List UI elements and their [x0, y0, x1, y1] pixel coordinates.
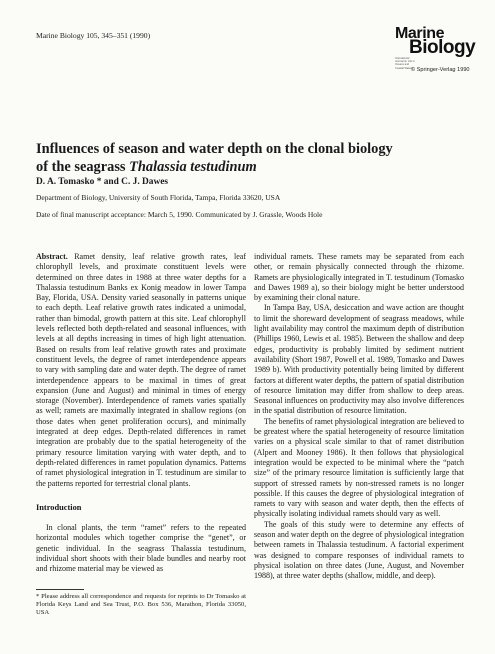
logo-line-2: Biology [409, 37, 476, 58]
authors: D. A. Tomasko * and C. J. Dawes [36, 177, 169, 187]
right-paragraph-2: In Tampa Bay, USA, desiccation and wave action are thought to limit the shoreward development of seagrass meadows, while light availability may control the maximum depth of distribution (Phillips 1960, Lewis et al. 1985). Between the shallow and deep edges, productivity is probably limited by sediment nutrient availability (Short 1987, Powell et al. 1989, Tomasko and Dawes 1989 b). With productivity potentially being limited by different factors at different water depths, the pattern of spatial distribution of resource limitation may differ from shallow to deep areas. Seasonal influences on productivity may also involve differences in the spatial distribution of resource limitation. [254, 303, 465, 416]
abstract-text: Ramet density, leaf relative growth rates, leaf chlorophyll levels, and proximate constituent levels were determined on three dates in 1988 at three water depths for a Thalassia testudinum Banks ex Konig meadow in lower Tampa Bay, Florida, USA. Density varied seasonally in patterns unique to each depth. Leaf relative growth rates indicated a unimodal, rather than bimodal, growth pattern at this site. Leaf chlorophyll levels reflected both depth-related and seasonal influences, with levels at all depths increasing in times of high light attenuation. Based on results from leaf relative growth rates and proximate constituent levels, the degree of ramet interdependence appears to vary with sampling date and water depth. The degree of ramet interdependence appears to be maximal in times of great expansion (June and August) and minimal in times of energy storage (November). Interdependence of ramets varies spatially as well; ramets are maximally integrated in shallow regions (on those dates when genet proliferation occurs), and minimally integrated at deep edges. Depth-related differences in ramet integration are probably due to the spatial heterogeneity of the primary resource limitation varying with water depth, and to depth-related differences in ramet population dynamics. Patterns of ramet physiological integration in T. testudinum are similar to the patterns reported for terrestrial clonal plants. [36, 252, 247, 488]
title-line-1: Influences of season and water depth on the clonal biology [36, 141, 393, 157]
title-line-2-prefix: of the seagrass [36, 158, 130, 175]
footnote-rule [36, 589, 84, 590]
abstract [36, 252, 246, 489]
logo-line-1: Marine [395, 25, 445, 42]
affiliation: Department of Biology, University of South Florida, Tampa, Florida 33620, USA [36, 193, 281, 202]
right-column [254, 252, 464, 582]
running-head: Marine Biology 105, 345–351 (1990) [36, 31, 151, 40]
article-title [36, 141, 456, 176]
footnote: * Please address all correspondence and requests for reprints to Dr Tomasko at Florida Keys Land and Sea Trust, P.O. Box 536, Marathon, Florida 33050, USA [36, 593, 246, 617]
acceptance-date: Date of final manuscript acceptance: March 5, 1990. Communicated by J. Grassle, Woods Hole [36, 210, 323, 219]
right-paragraph-1: individual ramets. These ramets may be separated from each other, or remain physically connected through the rhizome. Ramets are physiologically integrated in T. testudinum (Tomasko and Dawes 1989 a), so their biology might be better understood by examining their clonal nature. [254, 252, 464, 303]
introduction-text: In clonal plants, the term “ramet” refers to the repeated horizontal modules which together comprise the “genet”, or genetic individual. In the seagrass Thalassia testudinum, individual short shoots with their blade bundles and nearby root and rhizome material may be viewed as [36, 523, 246, 574]
introduction-heading: Introduction [36, 502, 82, 512]
left-column [36, 252, 246, 575]
copyright: © Springer-Verlag 1990 [411, 67, 470, 73]
title-species: Thalassia testudinum [129, 158, 257, 175]
right-paragraph-3: The benefits of ramet physiological integration are believed to be greatest where the spatial heterogeneity of resource limitation varies on a physical scale similar to that of ramet distribution (Alpert and Mooney 1986). It then follows that physiological integration would be expected to be minimal where the “patch size” of the primary resource limitation is sufficiently large that support of stressed ramets by non-stressed ramets is no longer possible. If this causes the degree of physiological integration of ramets to vary with season and water depth, then the effects of physically isolating individual ramets should vary as well. [254, 416, 464, 519]
right-paragraph-4: The goals of this study were to determine any effects of season and water depth on the degree of physiological integration between ramets in Thalassia testudinum. A factorial experiment was designed to compare responses of individual ramets to physical isolation on three dates (June, August, and November 1988), at three water depths (shallow, middle, and deep). [254, 519, 464, 581]
abstract-label: Abstract. [36, 252, 68, 261]
journal-logo [395, 25, 476, 79]
logo-small-print: International Journal on Life in Oceans and Coastal Waters [395, 57, 415, 70]
